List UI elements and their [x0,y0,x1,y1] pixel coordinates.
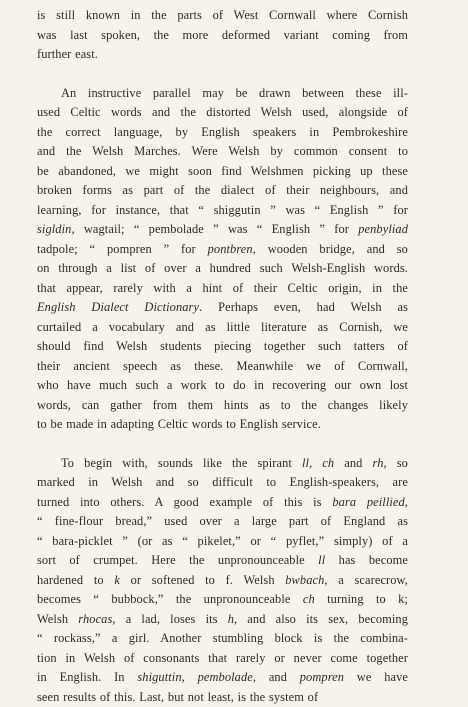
text-line [37,6,408,26]
text-run: their ancient speech as these. Meanwhile we of Cornwall, [37,359,408,373]
text-run: who have much such a work to do in recovering our own lost [37,378,408,392]
text-run: “ rockass,” a girl. Another stumbling block is the combina- [37,631,408,645]
italic-term: shiguttin [137,670,181,684]
text-line [37,473,408,493]
text-run: marked in Welsh and so difficult to English-speakers, are [37,475,408,489]
italic-term: rh [373,456,384,470]
text-line [37,318,408,338]
text-run: on through a list of over a hundred such Welsh-English words. [37,261,408,275]
text-line [37,688,408,707]
text-run: to be made in adapting Celtic words to English service. [37,417,321,431]
text-line [37,259,408,279]
text-line [37,571,408,591]
text-line [37,103,408,123]
page-text [37,6,408,707]
text-line [37,610,408,630]
text-run: tion in Welsh of consonants that rarely or never come together [37,651,408,665]
text-line [37,532,408,552]
text-line [37,337,408,357]
text-line [37,454,408,474]
text-run: , a scarecrow, [324,573,408,587]
text-run: words, can gather from them hints as to the changes likely [37,398,408,412]
text-line [37,668,408,688]
text-line [37,26,408,46]
italic-term: ch [322,456,334,470]
italic-term: ll [318,553,325,567]
text-run: in English. In [37,670,137,684]
text-run: be abandoned, we might soon find Welshmen picking up these [37,164,408,178]
text-line [37,142,408,162]
italic-term: penbyliad [358,222,408,236]
text-line [37,629,408,649]
text-line [37,649,408,669]
text-run: , [405,495,408,509]
text-run: has become [325,553,408,567]
paragraph [37,84,408,435]
text-line [37,279,408,299]
paragraph [37,6,408,65]
text-line [37,551,408,571]
italic-term: ll [302,456,309,470]
text-line [37,396,408,416]
text-run: “ fine-flour bread,” used over a large part of England as [37,514,408,528]
text-run: and the Welsh Marches. Were Welsh by common consent to [37,144,408,158]
text-line [37,84,408,104]
text-line [37,45,408,65]
text-line [37,590,408,610]
text-run: Welsh [37,612,78,626]
text-run: turned into others. A good example of this is [37,495,332,509]
paragraph-gap [37,435,408,454]
text-run: An instructive parallel may be drawn between these ill- [61,86,408,100]
page-body [37,6,408,707]
text-run: seen results of this. Last, but not least, is the system of [37,690,318,704]
text-run: broken forms as part of the dialect of their neighbours, and [37,183,408,197]
text-line [37,162,408,182]
text-run: used Celtic words and the distorted Welsh used, alongside of [37,105,408,119]
text-run: was last spoken, the more deformed variant coming from [37,28,408,42]
text-run: tadpole; “ pompren ” for [37,242,208,256]
italic-term: ch [303,592,315,606]
text-run: , and also its sex, becoming [234,612,408,626]
text-run: , so [384,456,408,470]
text-line [37,201,408,221]
text-run: that appear, rarely with a hint of their Celtic origin, in the [37,281,408,295]
italic-term: pembolade [198,670,253,684]
text-line [37,493,408,513]
text-run: sort of crumpet. Here the unpronounceable [37,553,318,567]
text-run: , [309,456,322,470]
italic-term: English Dialect Dictionary [37,300,199,314]
text-run: or softened to f. Welsh [120,573,285,587]
text-run: the correct language, by English speakers in Pembrokeshire [37,125,408,139]
paragraph-gap [37,65,408,84]
text-run: . Perhaps even, had Welsh as [199,300,408,314]
text-run: , and [253,670,300,684]
text-run: , wooden bridge, and so [253,242,408,256]
italic-term: k [114,573,120,587]
text-run: curtailed a vocabulary and as little literature as Cornish, we [37,320,408,334]
italic-term: bara peillied [332,495,405,509]
text-line [37,240,408,260]
paragraph [37,454,408,707]
text-run: we have [344,670,408,684]
text-run: learning, for instance, that “ shiggutin ” was “ English ” for [37,203,408,217]
text-line [37,512,408,532]
text-line [37,123,408,143]
text-run: , [182,670,198,684]
text-run: should find Welsh students piecing together such tatters of [37,339,408,353]
italic-term: rhocas [78,612,112,626]
text-run: To begin with, sounds like the spirant [61,456,302,470]
text-run: “ bara-picklet ” (or as “ pikelet,” or “ pyflet,” simply) of a [37,534,408,548]
text-run: hardened to [37,573,114,587]
italic-term: h [228,612,234,626]
text-line [37,298,408,318]
text-run: , a lad, loses its [112,612,227,626]
text-line [37,220,408,240]
text-line [37,415,408,435]
text-line [37,376,408,396]
italic-term: sigldin [37,222,71,236]
text-run: , wagtail; “ pembolade ” was “ English ” for [71,222,358,236]
italic-term: pompren [300,670,344,684]
italic-term: bwbach [285,573,324,587]
text-line [37,357,408,377]
text-run: turning to k; [315,592,408,606]
text-run: and [334,456,372,470]
italic-term: pontbren [208,242,253,256]
text-run: becomes “ bubbock,” the unpronounceable [37,592,303,606]
text-run: further east. [37,47,98,61]
text-line [37,181,408,201]
text-run: is still known in the parts of West Cornwall where Cornish [37,8,408,22]
